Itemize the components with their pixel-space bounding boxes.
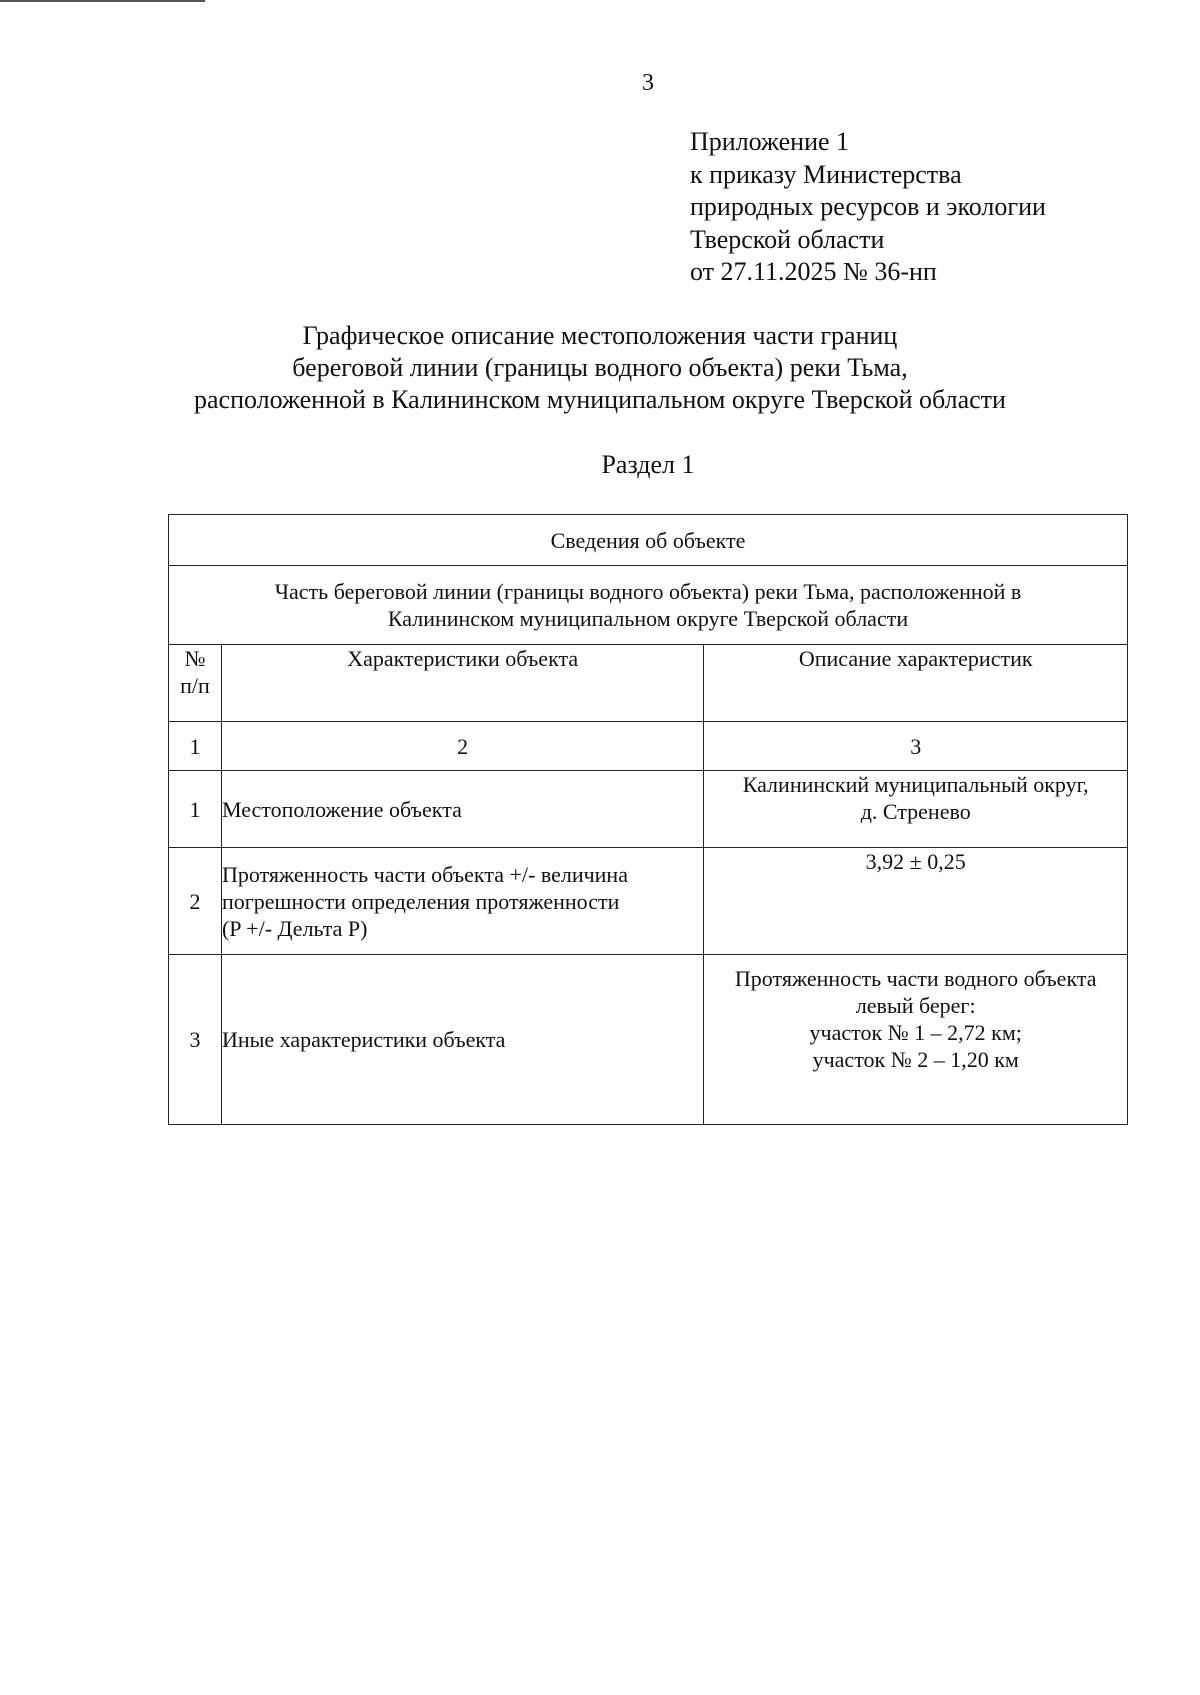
table-row <box>169 771 1128 848</box>
row-description <box>704 955 1128 1125</box>
description-line: Протяженность части водного объекта <box>734 966 1097 991</box>
appendix-block <box>690 126 1046 289</box>
column-number: 2 <box>221 722 703 771</box>
column-numbers-row <box>169 722 1128 771</box>
header-num-line: п/п <box>180 673 210 698</box>
title-line: расположенной в Калининском муниципальном округе Тверской области <box>194 385 1006 414</box>
object-name-line: Калининском муниципальном округе Тверской области <box>387 606 909 631</box>
appendix-line: к приказу Министерства <box>690 159 962 189</box>
characteristic-line: Местоположение объекта <box>221 796 462 822</box>
object-name-line: Часть береговой линии (границы водного объекта) реки Тьма, расположенной в <box>274 579 1022 604</box>
row-characteristic <box>221 771 703 848</box>
appendix-line: от 27.11.2025 № 36-нп <box>690 257 937 286</box>
appendix-line: Тверской области <box>690 224 885 254</box>
table-caption-row <box>169 515 1128 566</box>
header-characteristics: Характеристики объекта <box>221 645 703 722</box>
section-title: Раздел 1 <box>601 450 695 479</box>
description-line: д. Стренево <box>860 799 971 824</box>
description-line: участок № 2 – 1,20 км <box>812 1047 1019 1072</box>
header-description: Описание характеристик <box>704 645 1128 722</box>
appendix-line: природных ресурсов и экологии <box>690 192 1046 221</box>
table-caption: Сведения об объекте <box>169 515 1128 566</box>
row-description <box>704 771 1128 848</box>
characteristic-line: Протяженность части объекта +/- величина <box>221 861 628 887</box>
page-number: 3 <box>642 70 654 96</box>
table-object-row <box>169 566 1128 645</box>
appendix-line: Приложение 1 <box>690 127 850 156</box>
table-header-row <box>169 645 1128 722</box>
row-number: 2 <box>169 848 222 955</box>
description-line: 3,92 ± 0,25 <box>865 849 966 874</box>
characteristic-line: Иные характеристики объекта <box>221 1027 506 1052</box>
title-line: береговой линии (границы водного объекта) реки Тьма, <box>292 353 908 382</box>
row-number: 1 <box>169 771 222 848</box>
document-title <box>0 320 1200 416</box>
description-line: левый берег: <box>855 993 976 1018</box>
title-line: Графическое описание местоположения части границ <box>302 321 898 350</box>
column-number: 3 <box>704 722 1128 771</box>
table-row <box>169 848 1128 955</box>
characteristic-line: погрешности определения протяженности <box>221 888 620 914</box>
object-info-table <box>168 514 1128 1125</box>
characteristic-line: (P +/- Дельта P) <box>221 915 368 941</box>
column-number: 1 <box>169 722 222 771</box>
description-line: Калининский муниципальный округ, <box>742 772 1089 797</box>
row-characteristic <box>221 848 703 955</box>
object-name-cell <box>169 566 1128 645</box>
header-num-line: № <box>184 646 206 671</box>
row-number: 3 <box>169 955 222 1125</box>
description-line: участок № 1 – 2,72 км; <box>809 1020 1022 1045</box>
row-characteristic <box>221 955 703 1125</box>
row-description <box>704 848 1128 955</box>
header-num <box>169 645 222 722</box>
table-row <box>169 955 1128 1125</box>
scan-artifact-line <box>0 0 205 2</box>
